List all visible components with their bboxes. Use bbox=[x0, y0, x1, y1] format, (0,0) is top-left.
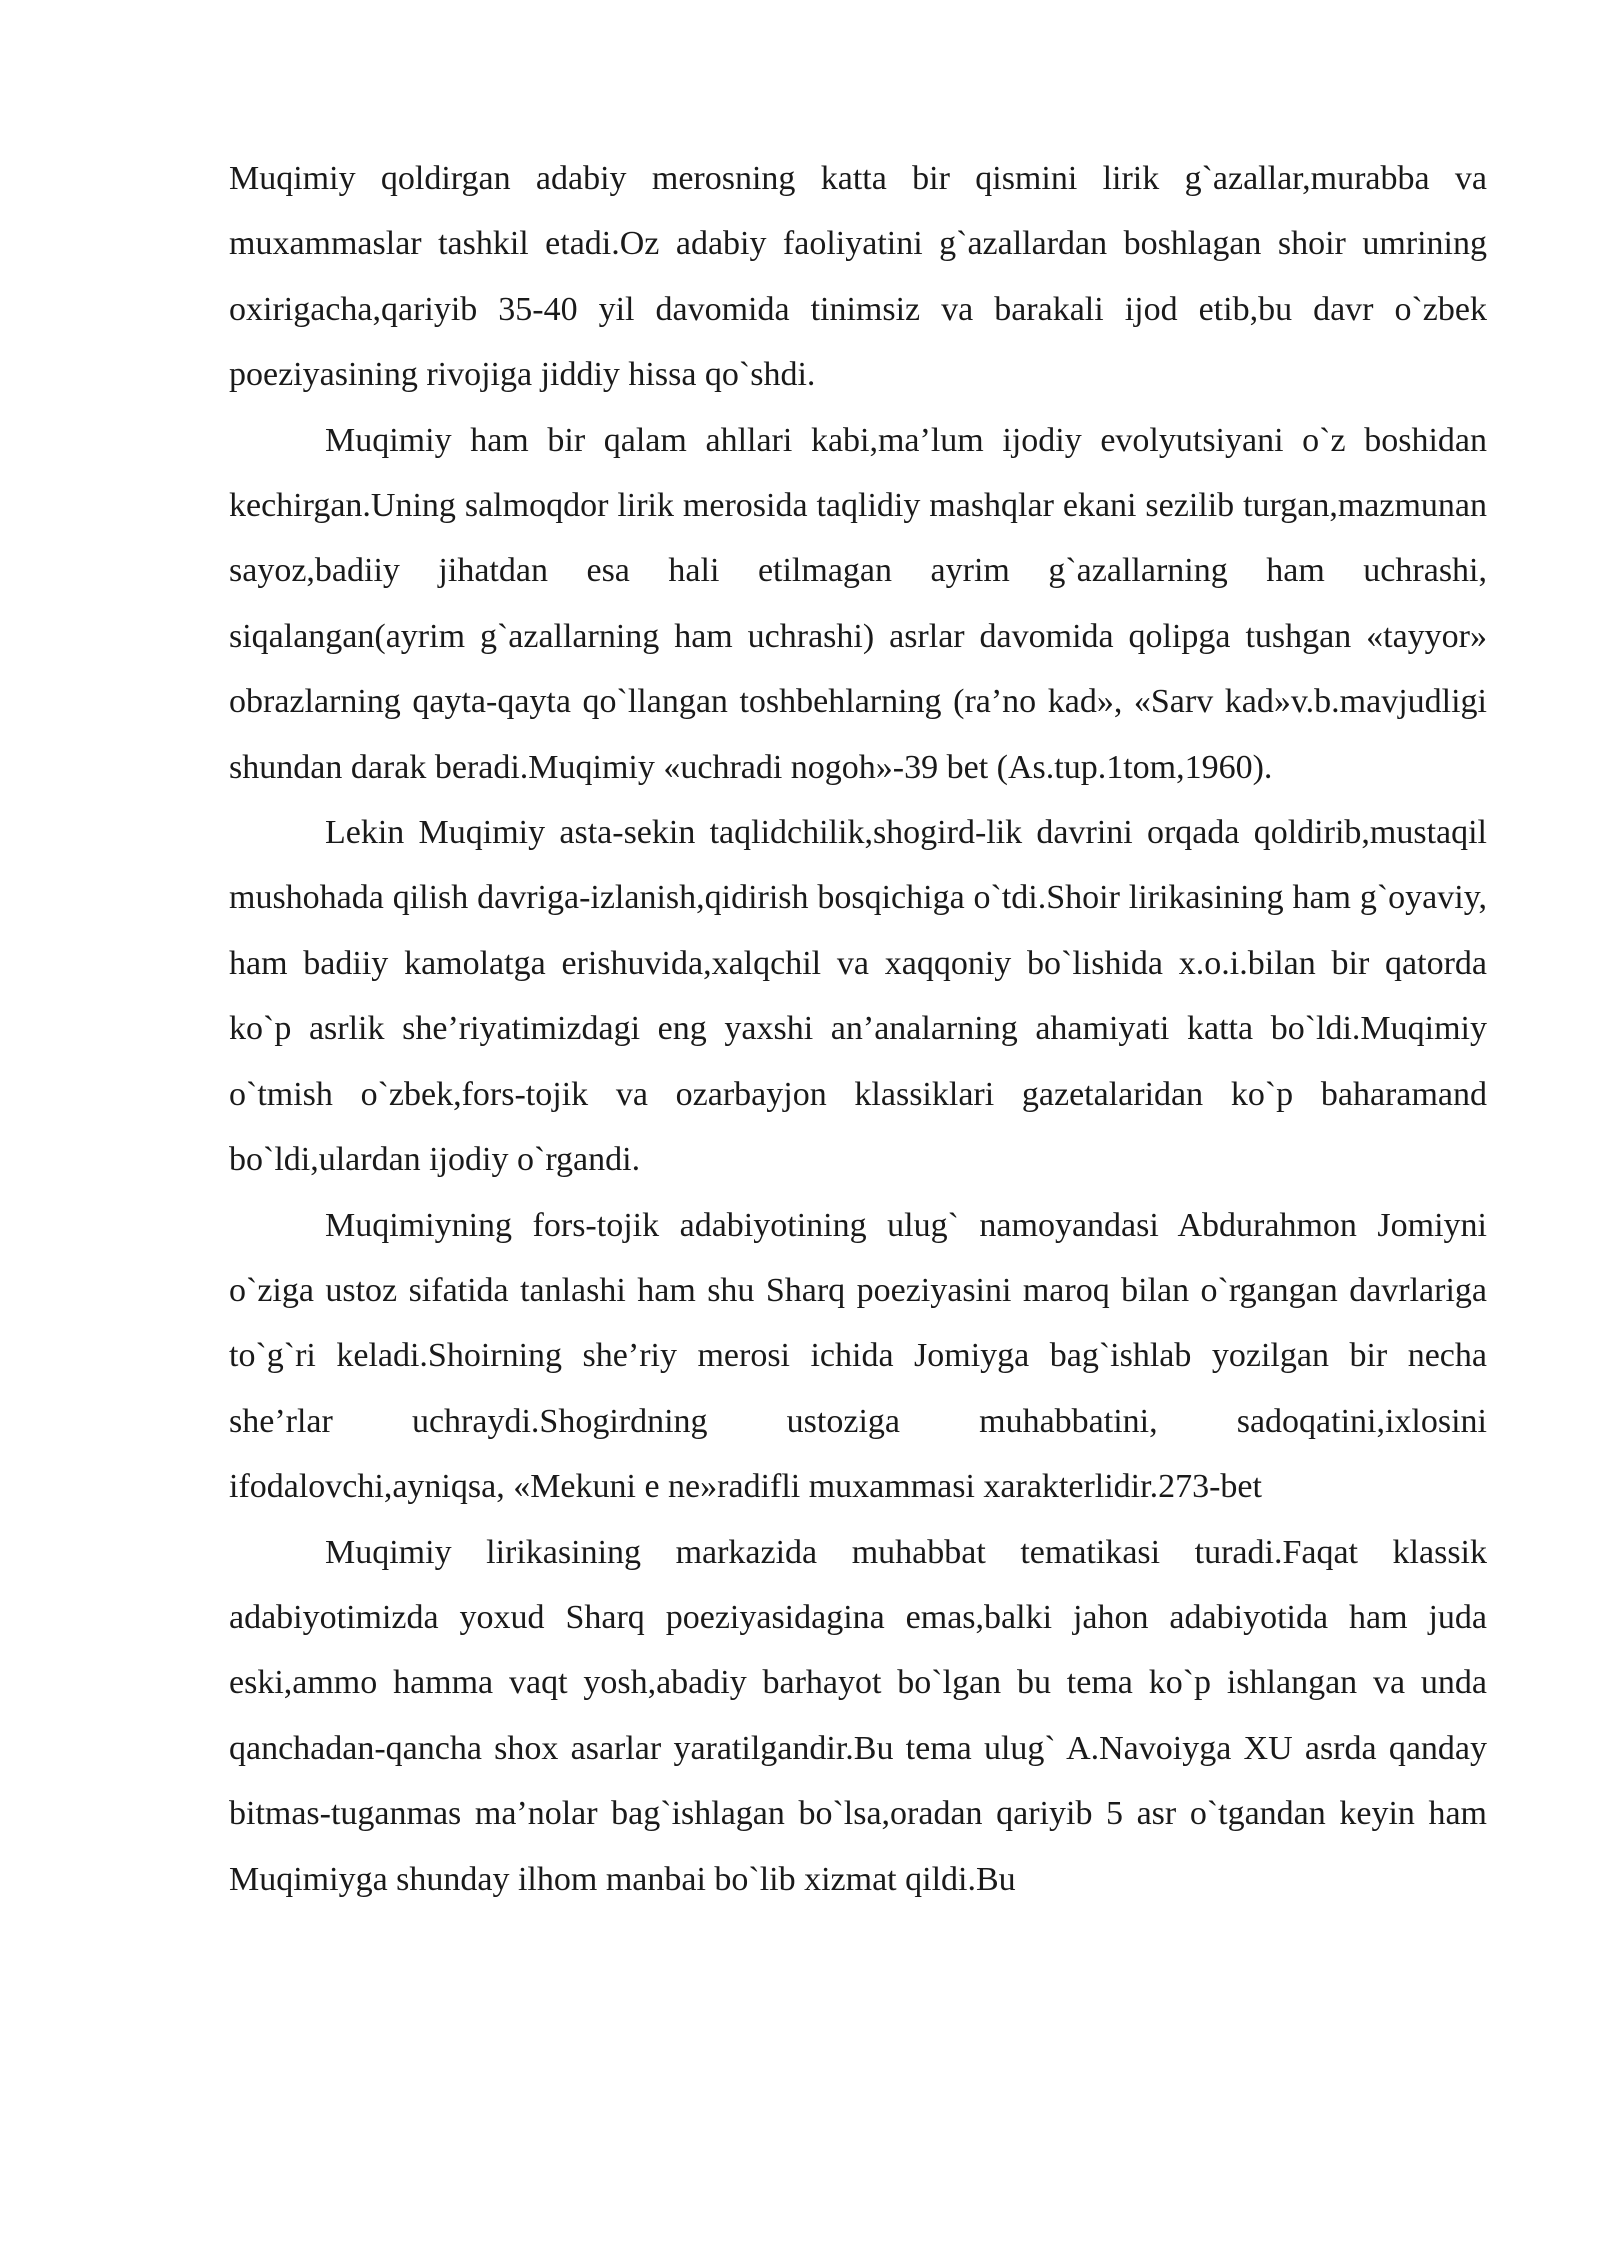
paragraph-1: Muqimiy qoldirgan adabiy merosning katta bir qismini lirik g`azallar,murabba va muxammaslar tashkil etadi.Oz adabiy faoliyatini g`azallardan boshlagan shoir umrining oxirigacha,qariyib 35-40 yil davomida tinimsiz va barakali ijod etib,bu davr o`zbek poeziyasining rivojiga jiddiy hissa qo`shdi. bbox=[229, 160, 1487, 394]
paragraph-3: Lekin Muqimiy asta-sekin taqlidchilik,shogird-lik davrini orqada qoldirib,mustaqil mushohada qilish davriga-izlanish,qidirish bosqichiga o`tdi.Shoir lirikasining ham g`oyaviy, ham badiiy kamolatga erishuvida,xalqchil va xaqqoniy bo`lishida x.o.i.bilan bir qatorda ko`p asrlik she’riyatimizdagi eng yaxshi an’analarning ahamiyati katta bo`ldi.Muqimiy o`tmish o`zbek,fors-tojik va ozarbayjon klassiklari gazetalaridan ko`p baharamand bo`ldi,ulardan ijodiy o`rgandi. bbox=[229, 814, 1487, 1179]
paragraph-5: Muqimiy lirikasining markazida muhabbat tematikasi turadi.Faqat klassik adabiyotimizda yoxud Sharq poeziyasidagina emas,balki jahon adabiyotida ham juda eski,ammo hamma vaqt yosh,abadiy barhayot bo`lgan bu tema ko`p ishlangan va unda qanchadan-qancha shox asarlar yaratilgandir.Bu tema ulug` A.Navoiyga XU asrda qanday bitmas-tuganmas ma’nolar bag`ishlagan bo`lsa,oradan qariyib 5 asr o`tgandan keyin ham Muqimiyga shunday ilhom manbai bo`lib xizmat qildi.Bu bbox=[229, 1533, 1487, 1898]
paragraph-4: Muqimiyning fors-tojik adabiyotining ulug` namoyandasi Abdurahmon Jomiyni o`ziga ustoz sifatida tanlashi ham shu Sharq poeziyasini maroq bilan o`rgangan davrlariga to`g`ri keladi.Shoirning she’riy merosi ichida Jomiyga bag`ishlab yozilgan bir necha she’rlar uchraydi.Shogirdning ustoziga muhabbatini, sadoqatini,ixlosini ifodalovchi,ayniqsa, «Mekuni e ne»radifli muxammasi xarakterlidir.273-bet bbox=[229, 1206, 1487, 1506]
document-body bbox=[229, 146, 1487, 1912]
paragraph-2: Muqimiy ham bir qalam ahllari kabi,ma’lum ijodiy evolyutsiyani o`z boshidan kechirgan.Uning salmoqdor lirik merosida taqlidiy mashqlar ekani sezilib turgan,mazmunan sayoz,badiiy jihatdan esa hali etilmagan ayrim g`azallarning ham uchrashi, siqalangan(ayrim g`azallarning ham uchrashi) asrlar davomida qolipga tushgan «tayyor» obrazlarning qayta-qayta qo`llangan toshbehlarning (ra’no kad», «Sarv kad»v.b.mavjudligi shundan darak beradi.Muqimiy «uchradi nogoh»-39 bet (As.tup.1tom,1960). bbox=[229, 421, 1487, 786]
